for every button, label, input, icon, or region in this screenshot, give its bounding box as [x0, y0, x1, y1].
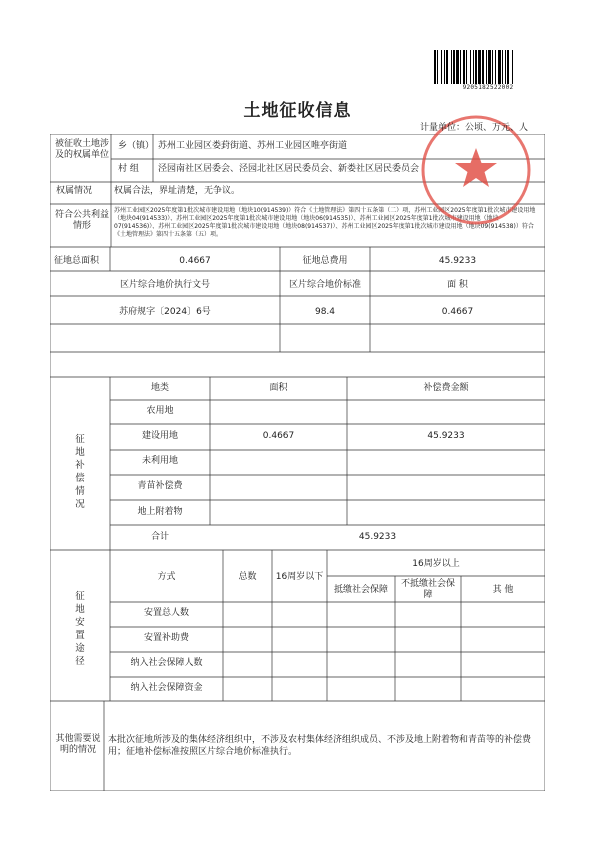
barcode-number: 9205182522002 [462, 84, 514, 91]
district-area-label: 面 积 [447, 280, 468, 290]
unit-note: 计量单位：公顷、万元、人 [420, 123, 529, 133]
comp-row-label: 建设用地 [141, 431, 178, 441]
ownership-label: 权属情况 [56, 186, 93, 196]
res-col-other: 其 他 [492, 585, 514, 595]
district-doc-value: 苏府规字〔2024〕6号 [119, 307, 211, 317]
comp-row-label: 地上附着物 [137, 507, 183, 517]
district-area-value: 0.4667 [441, 307, 474, 317]
compensation-section-label: 征地补偿情况 [75, 434, 85, 510]
res-row-label: 纳入社会保障人数 [130, 658, 203, 668]
village-value: 泾园南社区居委会、泾园北社区居民委员会、新娄社区居民委员会 [158, 164, 420, 174]
comp-col-area: 面积 [269, 383, 288, 393]
comp-total-label: 合计 [150, 532, 169, 542]
res-col-deduct: 抵缴社会保障 [333, 585, 388, 595]
total-cost-label: 征地总费用 [302, 256, 348, 266]
village-label: 村 组 [118, 164, 139, 174]
comp-row-area: 0.4667 [262, 431, 295, 441]
total-area-label: 征地总面积 [54, 256, 100, 266]
res-col-nondeduct: 不抵缴社会保障 [400, 579, 455, 600]
total-area-value: 0.4667 [179, 256, 211, 266]
district-std-value: 98.4 [314, 307, 336, 317]
district-std-label: 区片综合地价标准 [288, 280, 361, 290]
comp-row-label: 农用地 [146, 406, 174, 416]
town-value: 苏州工业园区娄葑街道、苏州工业园区唯亭街道 [158, 141, 348, 151]
comp-col-amount: 补偿费金额 [423, 383, 469, 393]
comp-total-value: 45.9233 [358, 532, 397, 542]
res-row-label: 安置补助费 [143, 633, 189, 643]
public-interest-value: 苏州工业园区2025年度第1批次城市建设用地（地块10(914539)）符合《土地管理法》第四十五条第（二）项，苏州工业园区2025年度第1批次城市建设用地（地块04(914533)）、苏州工业园区2025年度第1批次城市建设用地（地块06(914535)）、苏州工业园区2025年度第1批次城市建设用地（地块07(914536)）、苏州工业园区2025年度第1批次城市建设用地（地块08(914537)）、苏州工业园区2025年度第1批次城市建设用地（地块09(914538)）符合《土地管理法》第四十五条第（五）项。 [114, 207, 536, 238]
owner-header: 被征收土地涉及的权属单位 [54, 139, 109, 160]
comp-col-type: 地类 [150, 383, 169, 393]
res-col-method: 方式 [157, 572, 176, 582]
notes-label: 其他需要说明的情况 [55, 734, 101, 755]
ownership-value: 权属合法，界址清楚，无争议。 [114, 186, 241, 196]
resettlement-section-label: 征地安置途径 [75, 591, 85, 667]
district-doc-label: 区片综合地价执行文号 [119, 280, 210, 290]
barcode [434, 50, 542, 84]
res-row-label: 安置总人数 [143, 608, 189, 618]
res-col-under16: 16周岁以下 [275, 572, 324, 582]
notes-value: 本批次征地所涉及的集体经济组织中，不涉及农村集体经济组织成员、不涉及地上附着物和青苗等的补偿费用；征地补偿标准按照区片综合地价标准执行。 [108, 735, 532, 757]
total-cost-value: 45.9233 [438, 256, 477, 266]
page-title: 土地征收信息 [243, 101, 352, 121]
town-label: 乡（镇） [118, 141, 155, 151]
comp-row-amount: 45.9233 [427, 431, 465, 441]
comp-row-label: 未利用地 [141, 456, 178, 466]
res-col-over16: 16周岁以上 [412, 559, 460, 569]
comp-row-label: 青苗补偿费 [137, 481, 183, 491]
res-row-label: 纳入社会保障资金 [130, 683, 203, 693]
public-interest-label: 符合公共利益情形 [54, 210, 109, 231]
res-col-total: 总数 [238, 572, 257, 582]
